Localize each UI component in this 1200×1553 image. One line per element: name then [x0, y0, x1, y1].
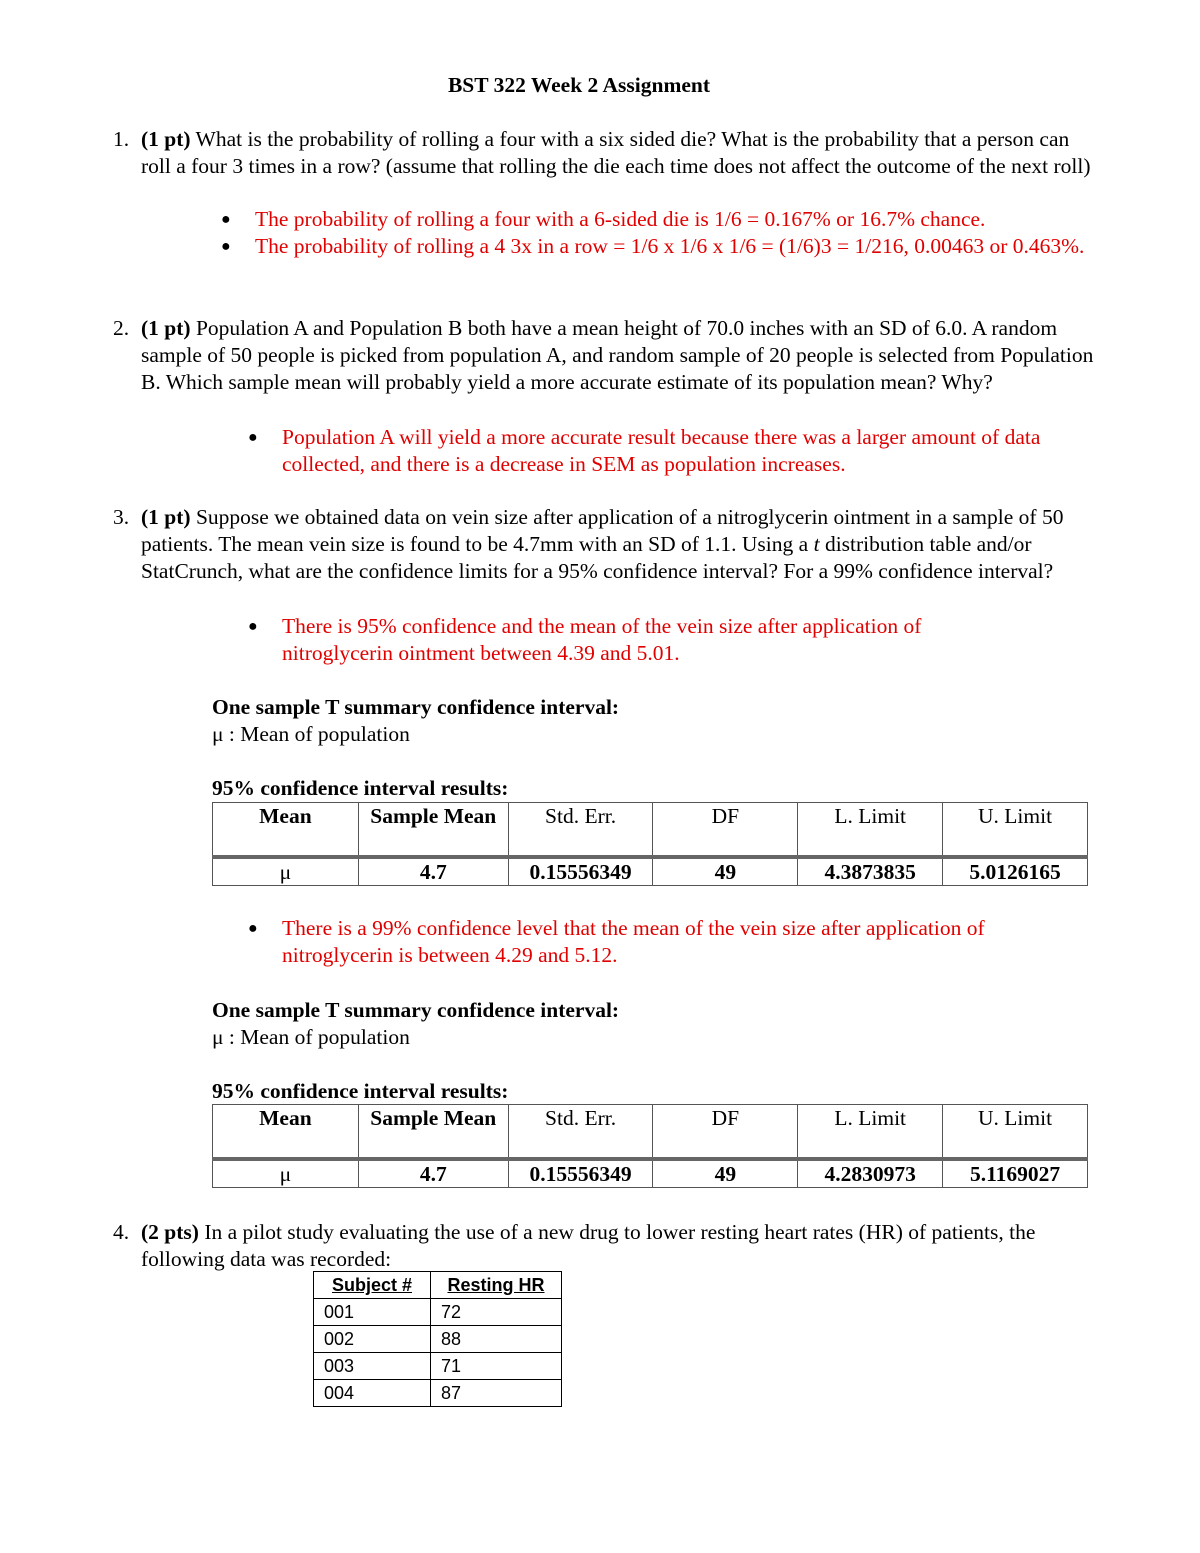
question-text: What is the probability of rolling a four with a six sided die? What is the probability that a person can roll a four 3 times in a row? (assume that rolling the die each time does not affect the outcome of the next roll)	[141, 127, 1091, 178]
bullet-icon: ●	[221, 238, 231, 255]
table-row	[314, 1380, 562, 1407]
table-cell: 4.7	[358, 857, 508, 886]
results-heading: 95% confidence interval results:	[212, 776, 509, 800]
question-text: Suppose we obtained data on vein size after application of a nitroglycerin ointment in a sample of 50 patients. The mean vein size is found to be 4.7mm with an SD of 1.1. Using a	[141, 505, 1064, 556]
table-cell: 5.1169027	[943, 1159, 1088, 1188]
question-text: distribution table and/or StatCrunch, what are the confidence limits for a 95% confidence interval? For a 99% confidence interval?	[141, 532, 1054, 583]
q2-answers	[248, 424, 1082, 478]
points-label: (2 pts)	[141, 1220, 199, 1244]
question-text: In a pilot study evaluating the use of a new drug to lower resting heart rates (HR) of patients, the following data was recorded:	[141, 1220, 1036, 1271]
table-cell: 4.3873835	[798, 857, 943, 886]
results-heading: 95% confidence interval results:	[212, 1079, 509, 1103]
col-header: Subject #	[314, 1272, 431, 1299]
table-cell: μ	[213, 1159, 359, 1188]
table-row	[314, 1299, 562, 1326]
col-header: L. Limit	[798, 1105, 943, 1160]
table-cell: 5.0126165	[943, 857, 1088, 886]
question-3	[113, 504, 1103, 585]
col-header: Mean	[213, 803, 359, 858]
col-header: Resting HR	[431, 1272, 562, 1299]
hr-cell: 87	[431, 1380, 562, 1407]
mu-line: μ : Mean of population	[212, 1025, 410, 1049]
bullet-icon: ●	[248, 429, 258, 446]
table-cell: 49	[653, 857, 798, 886]
table-cell: μ	[213, 857, 359, 886]
q1-answers	[221, 206, 1095, 260]
answer-item: ● There is 95% confidence and the mean of the vein size after application of nitroglycerin ointment between 4.39 and 5.01.	[248, 614, 922, 665]
table-row	[314, 1326, 562, 1353]
question-number: 3.	[113, 505, 130, 529]
col-header: U. Limit	[943, 1105, 1088, 1160]
question-4	[113, 1219, 1103, 1273]
col-header: Sample Mean	[358, 1105, 508, 1160]
col-header: U. Limit	[943, 803, 1088, 858]
ci-heading: One sample T summary confidence interval:	[212, 695, 620, 719]
col-header: DF	[653, 803, 798, 858]
hr-cell: 72	[431, 1299, 562, 1326]
question-number: 2.	[113, 316, 130, 340]
col-header: Std. Err.	[508, 1105, 653, 1160]
points-label: (1 pt)	[141, 505, 191, 529]
table-row	[213, 1159, 1088, 1188]
answer-item: ● The probability of rolling a four with a 6-sided die is 1/6 = 0.167% or 16.7% chance.	[221, 207, 986, 231]
table-row	[213, 857, 1088, 886]
points-label: (1 pt)	[141, 127, 191, 151]
hr-cell: 88	[431, 1326, 562, 1353]
bullet-icon: ●	[248, 618, 258, 635]
q3-answer-99	[248, 915, 1082, 969]
answer-item: ● There is a 99% confidence level that the mean of the vein size after application of nitroglycerin is between 4.29 and 5.12.	[248, 916, 985, 967]
bullet-icon: ●	[221, 211, 231, 228]
points-label: (1 pt)	[141, 316, 191, 340]
subject-cell: 002	[314, 1326, 431, 1353]
question-1	[113, 126, 1103, 180]
table-cell: 4.7	[358, 1159, 508, 1188]
document-title: BST 322 Week 2 Assignment	[447, 73, 711, 97]
question-number: 1.	[113, 127, 130, 151]
col-header: L. Limit	[798, 803, 943, 858]
subject-cell: 004	[314, 1380, 431, 1407]
ci-table-99	[212, 1104, 1088, 1188]
col-header: DF	[653, 1105, 798, 1160]
mu-line: μ : Mean of population	[212, 722, 410, 746]
question-text: Population A and Population B both have a mean height of 70.0 inches with an SD of 6.0. A random sample of 50 people is picked from population A, and random sample of 20 people is selected from Population B. Which sample mean will probably yield a more accurate estimate of its population mean? Why?	[141, 316, 1094, 394]
heart-rate-table	[313, 1271, 562, 1407]
bullet-icon: ●	[248, 920, 258, 937]
table-cell: 49	[653, 1159, 798, 1188]
question-number: 4.	[113, 1220, 130, 1244]
hr-cell: 71	[431, 1353, 562, 1380]
subject-cell: 003	[314, 1353, 431, 1380]
question-text-italic: t	[813, 532, 820, 556]
ci-block-95	[212, 694, 1092, 802]
col-header: Sample Mean	[358, 803, 508, 858]
table-row	[314, 1353, 562, 1380]
table-cell: 0.15556349	[508, 1159, 653, 1188]
subject-cell: 001	[314, 1299, 431, 1326]
question-2	[113, 315, 1103, 396]
answer-item: ● The probability of rolling a 4 3x in a row = 1/6 x 1/6 x 1/6 = (1/6)3 = 1/216, 0.00463 or 0.463%.	[221, 234, 1085, 258]
answer-item: ● Population A will yield a more accurate result because there was a larger amount of data collected, and there is a decrease in SEM as population increases.	[248, 425, 1041, 476]
q3-answer-95	[248, 613, 1022, 667]
ci-heading: One sample T summary confidence interval:	[212, 998, 620, 1022]
table-cell: 4.2830973	[798, 1159, 943, 1188]
col-header: Std. Err.	[508, 803, 653, 858]
table-cell: 0.15556349	[508, 857, 653, 886]
ci-table-95	[212, 802, 1088, 886]
col-header: Mean	[213, 1105, 359, 1160]
ci-block-99	[212, 997, 1092, 1105]
